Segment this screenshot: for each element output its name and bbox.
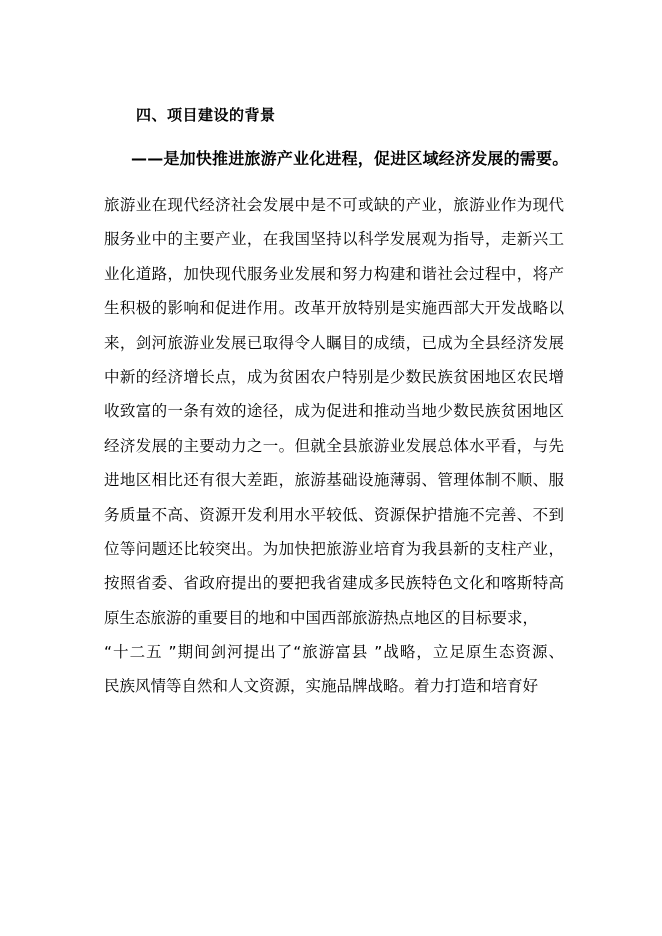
body-line: 位等问题还比较突出。为加快把旅游业培育为我县新的支柱产业， bbox=[104, 539, 564, 558]
body-line: 中新的经济增长点，成为贫困农户特别是少数民族贫困地区农民增 bbox=[104, 367, 564, 386]
body-line: 生积极的影响和促进作用。改革开放特别是实施西部大开发战略以 bbox=[104, 299, 564, 318]
body-line: 务质量不高、资源开发利用水平较低、资源保护措施不完善、不到 bbox=[104, 505, 564, 524]
body-line: 进地区相比还有很大差距，旅游基础设施薄弱、管理体制不顺、服 bbox=[104, 471, 564, 490]
body-line: 原生态旅游的重要目的地和中国西部旅游热点地区的目标要求， bbox=[104, 608, 539, 627]
body-line: 按照省委、省政府提出的要把我省建成多民族特色文化和喀斯特高 bbox=[104, 574, 564, 593]
section-heading: 四、项目建设的背景 bbox=[136, 106, 276, 124]
body-line: “十二五 ”期间剑河提出了“旅游富县 ”战略，立足原生态资源、 bbox=[104, 643, 564, 662]
body-line: 经济发展的主要动力之一。但就全县旅游业发展总体水平看，与先 bbox=[104, 436, 564, 455]
body-paragraph bbox=[104, 188, 564, 704]
body-line: 收致富的一条有效的途径，成为促进和推动当地少数民族贫困地区 bbox=[104, 402, 564, 421]
body-line: 民族风情等自然和人文资源，实施品牌战略。着力打造和培育好 bbox=[104, 677, 539, 696]
body-line: 旅游业在现代经济社会发展中是不可或缺的产业，旅游业作为现代 bbox=[104, 196, 564, 214]
body-line: 服务业中的主要产业，在我国坚持以科学发展观为指导，走新兴工 bbox=[104, 230, 564, 249]
body-line: 业化道路，加快现代服务业发展和努力构建和谐社会过程中，将产 bbox=[104, 264, 564, 283]
body-line: 来，剑河旅游业发展已取得令人瞩目的成绩，已成为全县经济发展 bbox=[104, 333, 564, 352]
section-subheading: ——是加快推进旅游产业化进程，促进区域经济发展的需要。 bbox=[131, 149, 569, 168]
